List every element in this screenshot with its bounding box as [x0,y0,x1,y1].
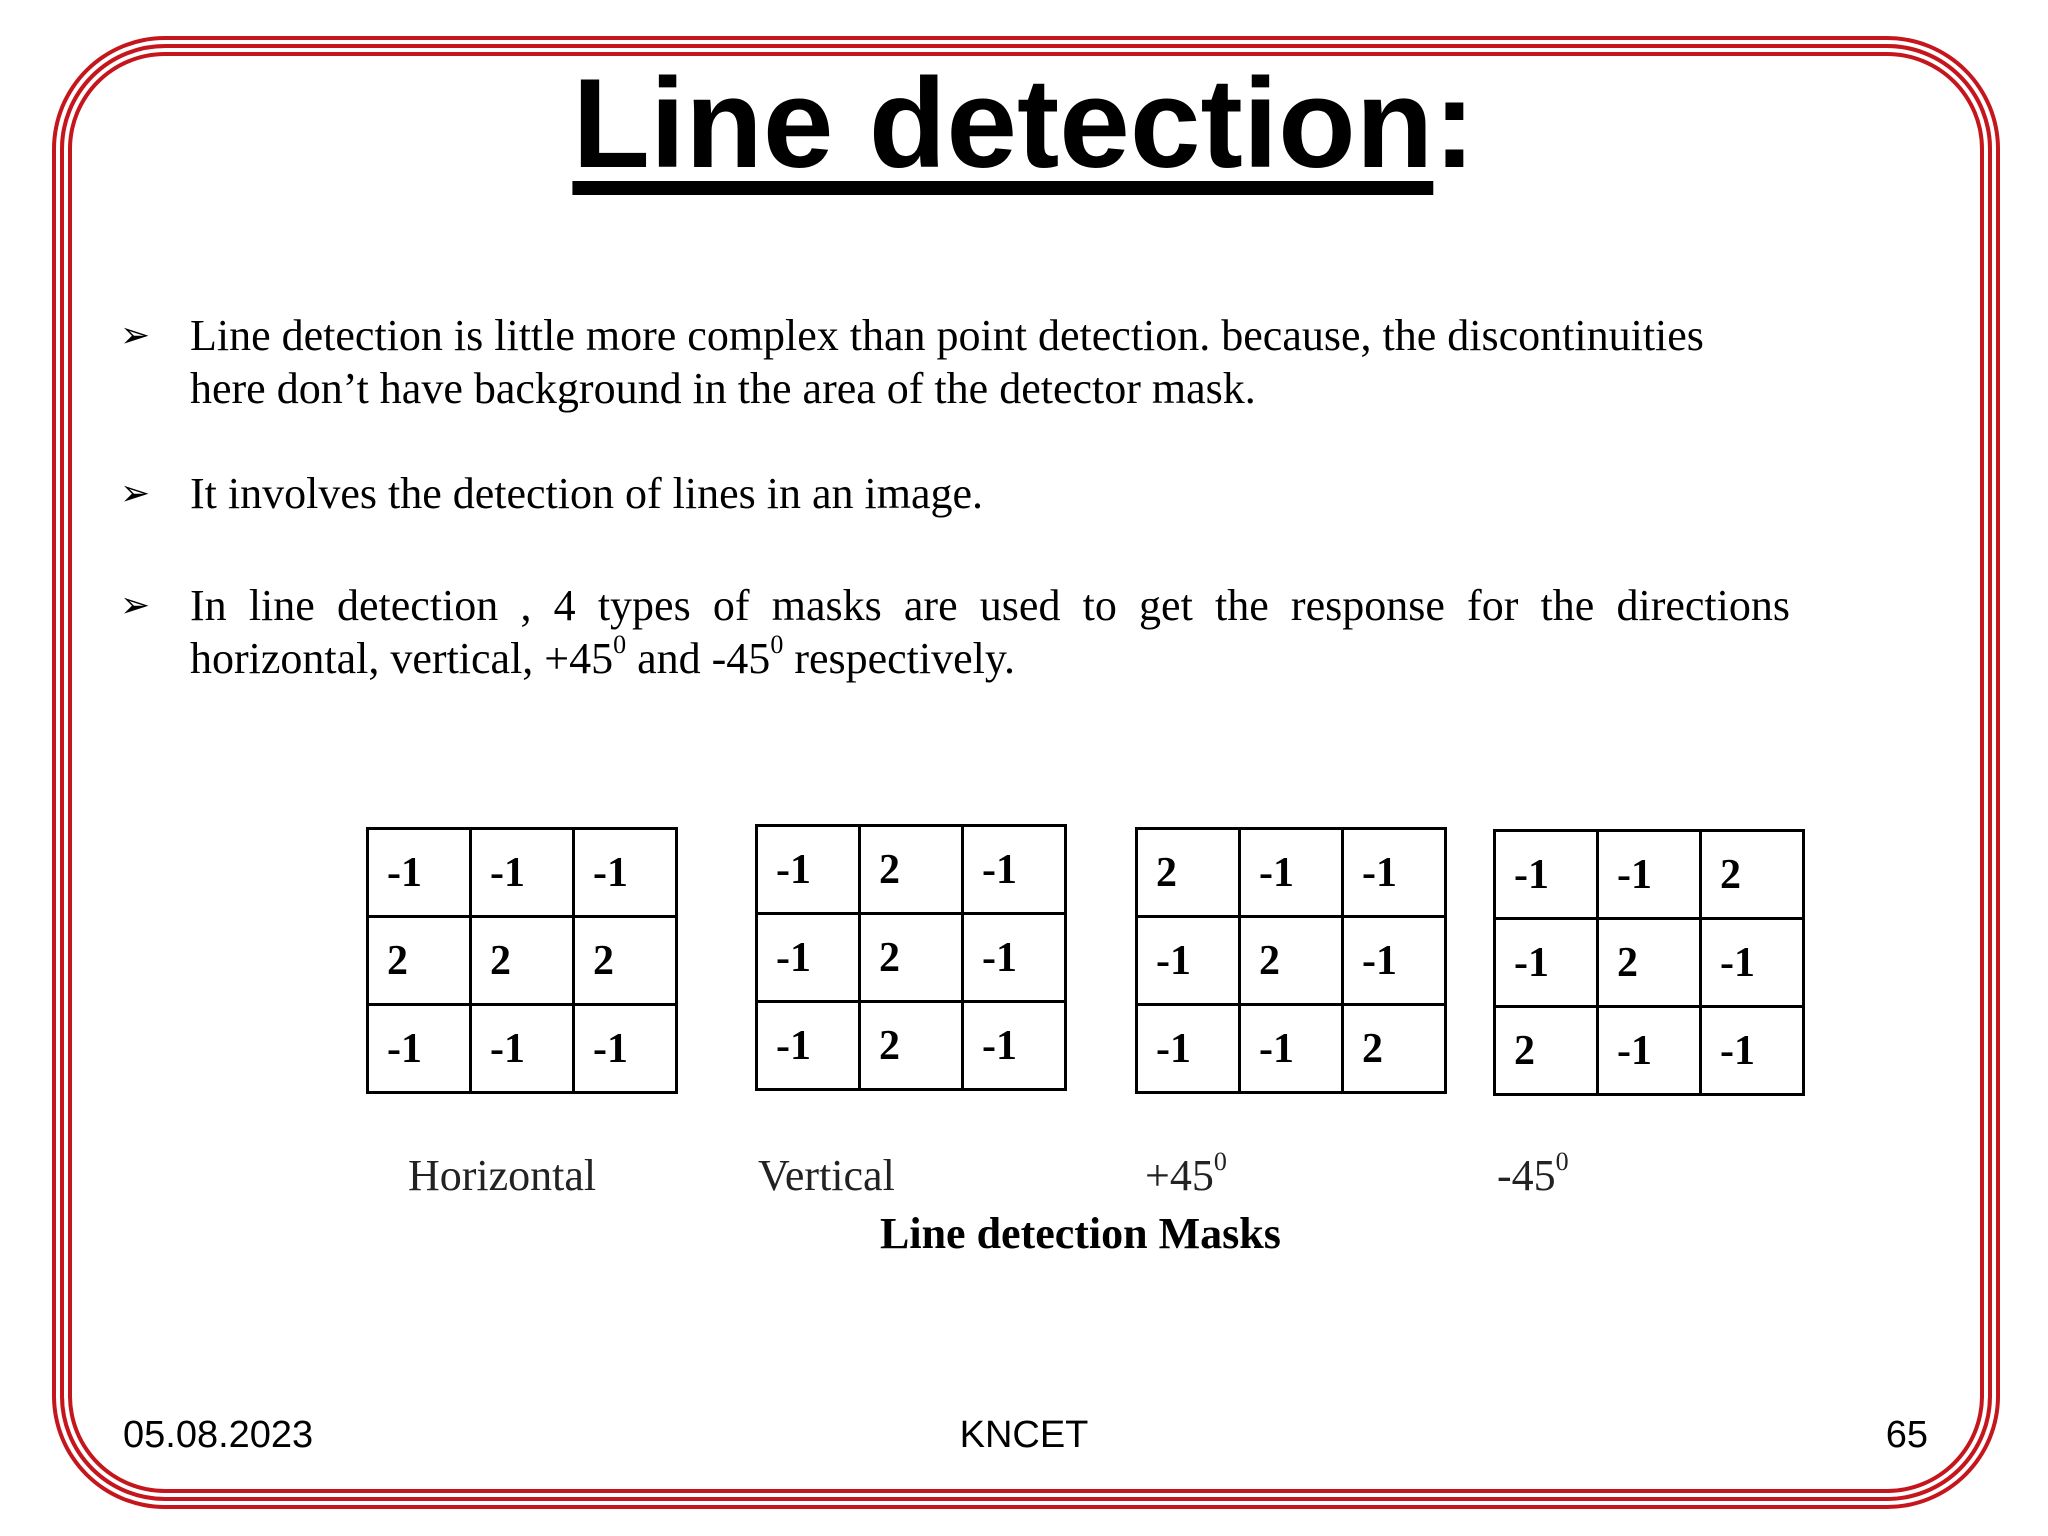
mask-cell: 2 [860,826,963,914]
vertical-mask [755,824,1067,1091]
mask-cell: -1 [471,1005,574,1093]
arrow-bullet-icon: ➢ [120,585,151,626]
slide-title: Line detection: [572,52,1476,194]
mask-cell: -1 [1701,1007,1804,1095]
mask-cell: -1 [471,829,574,917]
mask-cell: -1 [1598,831,1701,919]
mask-cell: -1 [757,826,860,914]
footer-page-number: 65 [1885,1414,1928,1456]
horizontal-label: Horizontal [408,1151,597,1200]
vertical-label: Vertical [758,1151,895,1200]
mask-cell: -1 [1343,917,1446,1005]
mask-cell: -1 [963,1002,1066,1090]
mask-cell: 2 [1240,917,1343,1005]
plus45-label: $+45^0$ [1145,1147,1227,1200]
mask-cell: 2 [1598,919,1701,1007]
arrow-bullet-icon: ➢ [120,315,151,356]
slide-border [60,44,1992,1501]
mask-cell: -1 [574,1005,677,1093]
horizontal-mask [366,827,678,1094]
mask-cell: 2 [471,917,574,1005]
mask-cell: 2 [368,917,471,1005]
minus45-label: $-45^0$ [1497,1147,1569,1200]
mask-cell: -1 [757,1002,860,1090]
mask-cell: -1 [1598,1007,1701,1095]
mask-cell: -1 [1137,1005,1240,1093]
mask-cell: -1 [1240,1005,1343,1093]
mask-cell: -1 [368,1005,471,1093]
bullet-1: ➢ Line detection is little more complex than point detection. because, the discontinuities here don’t have background in the area of the detector mask. [120,311,1704,413]
footer-date: 05.08.2023 [123,1414,314,1456]
mask-cell: -1 [1343,829,1446,917]
mask-cell: 2 [1495,1007,1598,1095]
mask-cell: -1 [1240,829,1343,917]
mask-cell: -1 [1137,917,1240,1005]
mask-cell: 2 [1343,1005,1446,1093]
masks-caption: Line detection Masks [880,1209,1281,1258]
mask-cell: -1 [1495,919,1598,1007]
mask-cell: -1 [1495,831,1598,919]
mask-cell: 2 [1701,831,1804,919]
arrow-bullet-icon: ➢ [120,473,151,514]
mask-cell: 2 [860,1002,963,1090]
mask-cell: 2 [574,917,677,1005]
footer-center: KNCET [959,1414,1089,1456]
bullet-2: ➢ It involves the detection of lines in an image. [120,469,984,518]
mask-cell: -1 [574,829,677,917]
minus45-mask [1493,829,1805,1096]
mask-cell: 2 [1137,829,1240,917]
mask-cell: -1 [1701,919,1804,1007]
plus45-mask [1135,827,1447,1094]
mask-cell: -1 [368,829,471,917]
mask-cell: -1 [963,826,1066,914]
mask-cell: -1 [963,914,1066,1002]
mask-cell: 2 [860,914,963,1002]
bullet-3: ➢ In line detection , 4 types of masks are used to get the response for the directions horizontal, vertical, $+45^0$ and $-45^0$ respectively. [120,581,1790,683]
mask-cell: -1 [757,914,860,1002]
